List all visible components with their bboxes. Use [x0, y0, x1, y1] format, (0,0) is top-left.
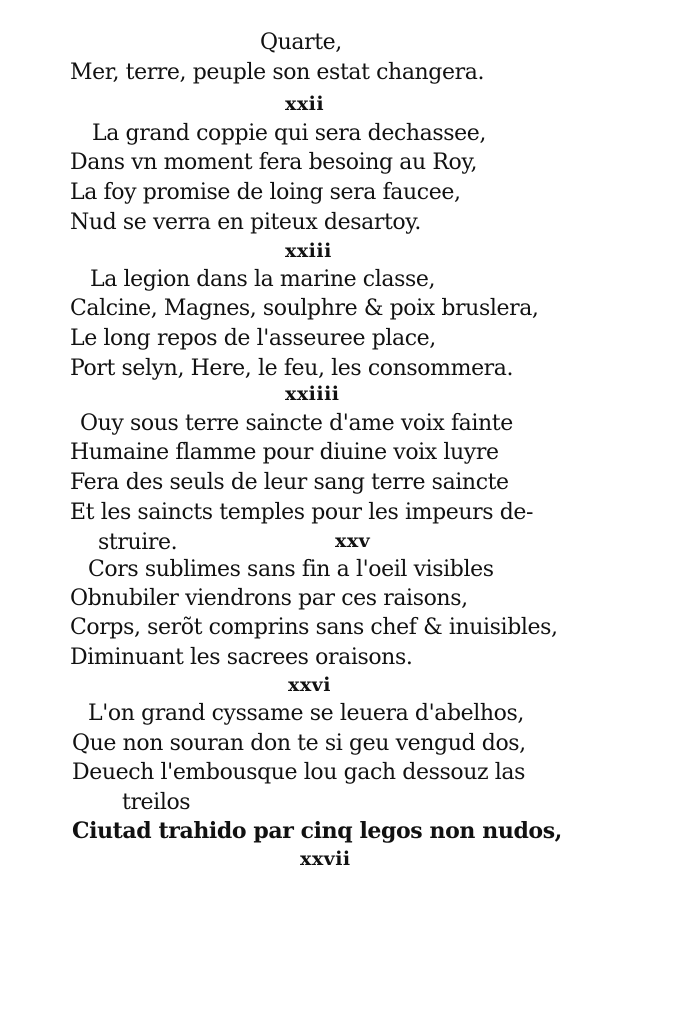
verse-line-continuation: struire.: [98, 530, 178, 555]
verse-line: Humaine flamme pour diuine voix luyre: [70, 440, 499, 465]
quatrain-number-xxvii: xxvii: [300, 848, 351, 870]
page-header-catchword: Quarte,: [260, 30, 342, 55]
verse-line: Port selyn, Here, le feu, les consommera.: [70, 356, 514, 381]
verse-line: Diminuant les sacrees oraisons.: [70, 645, 413, 670]
verse-line: Et les saincts temples pour les impeurs de-: [70, 500, 534, 525]
verse-line: Cors sublimes sans fin a l'oeil visibles: [88, 557, 494, 582]
verse-line: Ciutad trahido par cinq legos non nudos,: [72, 818, 562, 844]
verse-line: Obnubiler viendrons par ces raisons,: [70, 586, 468, 611]
verse-line-previous: Mer, terre, peuple son estat changera.: [70, 60, 485, 85]
verse-line: La foy promise de loing sera faucee,: [70, 180, 461, 205]
verse-line: L'on grand cyssame se leuera d'abelhos,: [88, 701, 525, 726]
quatrain-number-xxii: xxii: [285, 93, 325, 115]
verse-line: Que non souran don te si geu vengud dos,: [72, 731, 526, 756]
verse-line: Dans vn moment fera besoing au Roy,: [70, 150, 478, 175]
quatrain-number-xxiii: xxiii: [285, 240, 332, 262]
quatrain-number-xxvi: xxvi: [288, 674, 331, 696]
quatrain-number-xxv: xxv: [335, 530, 371, 552]
verse-line-continuation: treilos: [122, 790, 191, 815]
verse-line: Corps, serõt comprins sans chef & inuisibles,: [70, 615, 558, 640]
verse-line: Deuech l'embousque lou gach dessouz las: [72, 760, 525, 785]
verse-line: Calcine, Magnes, soulphre & poix bruslera,: [70, 296, 539, 321]
verse-line: Ouy sous terre saincte d'ame voix fainte: [80, 411, 513, 436]
verse-line: La grand coppie qui sera dechassee,: [92, 121, 486, 146]
verse-line: Le long repos de l'asseuree place,: [70, 326, 436, 351]
quatrain-number-xxiiii: xxiiii: [285, 383, 340, 405]
verse-line: Fera des seuls de leur sang terre saincte: [70, 470, 509, 495]
verse-line: Nud se verra en piteux desartoy.: [70, 210, 421, 235]
verse-line: La legion dans la marine classe,: [90, 267, 436, 292]
